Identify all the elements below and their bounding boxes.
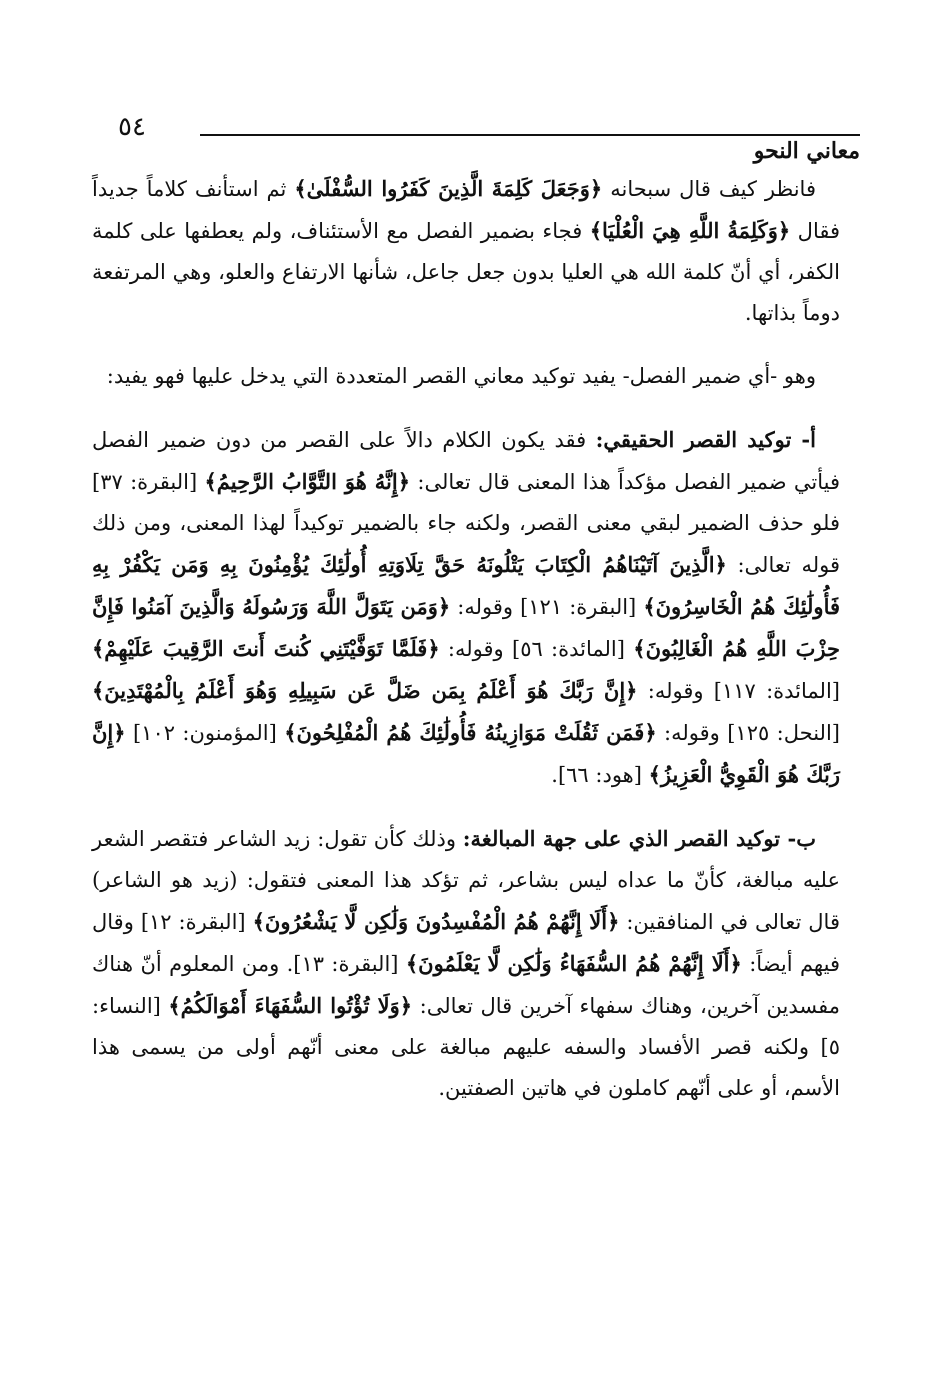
paragraph-real-restriction (92, 419, 840, 796)
paragraph-fasl (92, 356, 840, 397)
text-span: [البقرة: ٣٧] فلو حذف الضمير لبقي معنى القصر، ولكنه جاء بالضمير توكيداً لهذا المعنى، ومن ذلك قوله تعالى: (92, 470, 840, 577)
text-span: فانظر كيف قال سبحانه (602, 177, 816, 201)
text-span: [المائدة: ٥٦] وقوله: (439, 637, 634, 661)
text-span: فجاء بضمير الفصل مع الأستئناف، ولم يعطفها على كلمة الكفر، أي أنّ كلمة الله هي العليا بدون جعل جاعل، شأنها الارتفاع والعلو، وهي المرتفعة دوماً بذاتها. (92, 219, 840, 325)
section-term: ب- توكيد القصر الذي على جهة المبالغة: (462, 826, 816, 851)
quran-quote: ﴿أَلَا إِنَّهُمْ هُمُ الْمُفْسِدُونَ وَلَٰكِن لَّا يَشْعُرُونَ﴾ (252, 909, 620, 934)
paragraph-intro (92, 168, 840, 334)
quran-quote: ﴿فَمَن ثَقُلَتْ مَوَازِينُهُ فَأُولَٰئِكَ هُمُ الْمُفْلِحُونَ﴾ (284, 720, 657, 745)
quran-quote: ﴿أَلَا إِنَّهُمْ هُمُ السُّفَهَاءُ وَلَٰكِن لَّا يَعْلَمُونَ﴾ (405, 951, 742, 976)
text-span: ثم استأنف كلاماً جديداً فقال (92, 177, 841, 243)
text-span: [البقرة: ١٢١] وقوله: (450, 595, 644, 619)
quran-quote: ﴿إِنَّهُ هُوَ التَّوَّابُ الرَّحِيمُ﴾ (204, 469, 411, 494)
text-span: [هود: ٦٦]. (551, 763, 649, 787)
section-term: أ- توكيد القصر الحقيقي: (595, 427, 816, 452)
page-number: ٥٤ (118, 112, 146, 142)
text-span: [المؤمنون: ١٠٢] (125, 721, 285, 745)
text-span: [المائدة: ١١٧] وقوله: (637, 679, 840, 703)
header-rule (200, 134, 860, 136)
quran-quote: ﴿وَلَا تُؤْتُوا السُّفَهَاءَ أَمْوَالَكُمُ﴾ (168, 993, 413, 1018)
quran-quote: ﴿وَمَن يَتَوَلَّ اللَّهَ وَرَسُولَهُ وَالَّذِينَ آمَنُوا فَإِنَّ حِزْبَ اللَّهِ هُمُ الْغَالِبُونَ﴾ (92, 594, 840, 661)
text-span: وذلك كأن تقول: زيد الشاعر فتقصر الشعر عليه مبالغة، كأنّ ما عداه ليس بشاعر، ثم تؤكد هذا المعنى فتقول: (زيد هو الشاعر) قال تعالى في المنافقين: (92, 827, 840, 934)
text-span: [البقرة: ١٢] وقال فيهم أيضاً: (92, 910, 840, 976)
text-span: فقد يكون الكلام دالاً على القصر من دون ضمير الفصل فيأتي ضمير الفصل مؤكداً هذا المعنى قال تعالى: (92, 428, 840, 494)
quran-quote: ﴿فَلَمَّا تَوَفَّيْتَنِي كُنتَ أَنتَ الرَّقِيبَ عَلَيْهِمْ﴾ (92, 636, 440, 661)
running-title: معاني النحو (753, 138, 860, 164)
quran-quote: ﴿إِنَّ رَبَّكَ هُوَ الْقَوِيُّ الْعَزِيزُ﴾ (92, 720, 840, 787)
page-header (60, 108, 860, 168)
quran-quote: ﴿إِنَّ رَبَّكَ هُوَ أَعْلَمُ بِمَن ضَلَّ عَن سَبِيلِهِ وَهُوَ أَعْلَمُ بِالْمُهْتَدِينَ﴾ (92, 678, 638, 703)
page-body (92, 168, 840, 1131)
paragraph-exaggeration-restriction (92, 818, 840, 1109)
text-span: [النحل: ١٢٥] وقوله: (656, 721, 840, 745)
quran-quote: ﴿وَكَلِمَةُ اللَّهِ هِيَ الْعُلْيَا﴾ (589, 218, 791, 243)
quran-quote: ﴿الَّذِينَ آتَيْنَاهُمُ الْكِتَابَ يَتْلُونَهُ حَقَّ تِلَاوَتِهِ أُولَٰئِكَ يُؤْمِنُونَ بِهِ وَمَن يَكْفُرْ بِهِ فَأُولَٰئِكَ هُمُ الْخَاسِرُونَ﴾ (92, 552, 841, 619)
quran-quote: ﴿وَجَعَلَ كَلِمَةَ الَّذِينَ كَفَرُوا السُّفْلَىٰ﴾ (294, 176, 603, 201)
text-span: [البقرة: ١٣]. ومن المعلوم أنّ هناك مفسدين آخرين، وهناك سفهاء آخرين قال تعالى: (92, 952, 840, 1018)
text-span: [النساء: ٥] ولكنه قصر الأفساد والسفه عليهم مبالغة على معنى أنّهم أولى من يسمى هذا الأسم، أو على أنّهم كاملون في هاتين الصفتين. (92, 994, 840, 1100)
text-span: وهو -أي ضمير الفصل- يفيد توكيد معاني القصر المتعددة التي يدخل عليها فهو يفيد: (106, 364, 816, 388)
